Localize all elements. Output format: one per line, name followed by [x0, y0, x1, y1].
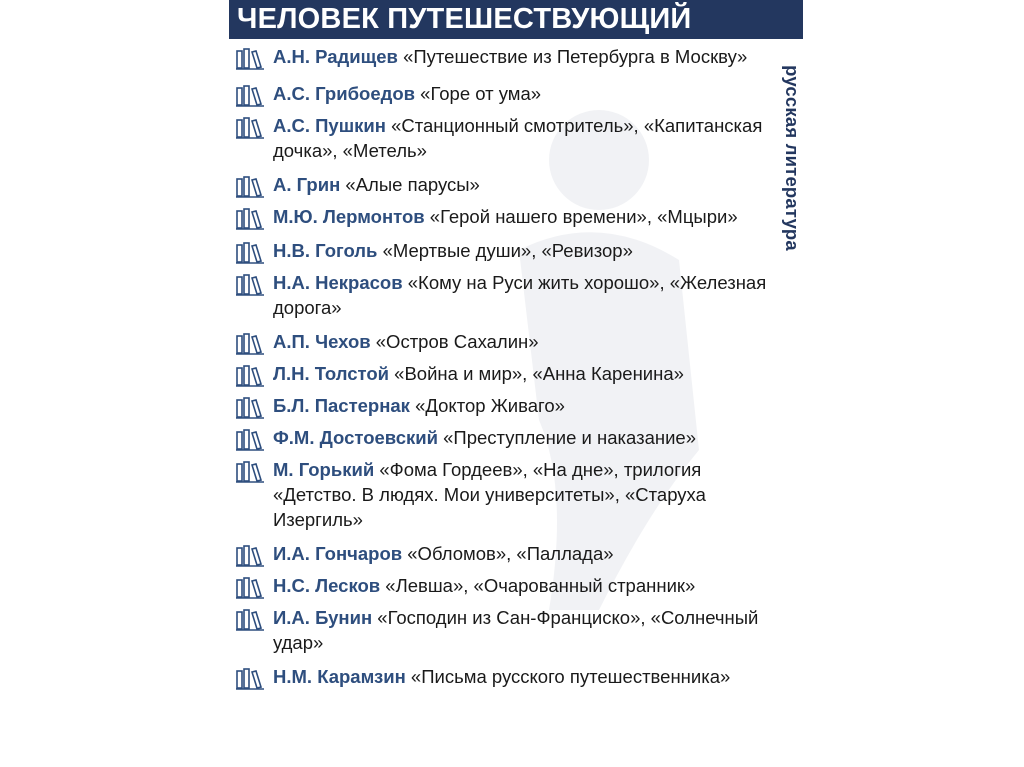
works-text: «Кому на Руси жить хорошо», «Железная дорога» — [273, 272, 767, 318]
author-name: Ф.М. Достоевский — [273, 427, 438, 448]
list-item — [229, 172, 777, 197]
list-item — [229, 541, 777, 566]
list-item — [229, 605, 777, 655]
works-text: «Левша», «Очарованный странник» — [385, 575, 696, 596]
works-text: «Письма русского путешественника» — [410, 666, 731, 687]
books-icon — [235, 545, 265, 567]
books-icon — [235, 429, 265, 451]
works-text: «Фома Гордеев», «На дне», трилогия «Детство. В людях. Мои университеты», «Старуха Изергиль» — [273, 459, 706, 530]
author-name: Л.Н. Толстой — [273, 363, 390, 384]
side-label-text: русская литература — [782, 65, 803, 251]
author-name: А.Н. Радищев — [273, 46, 398, 67]
works-text: «Горе от ума» — [420, 83, 542, 104]
works-text: «Мертвые души», «Ревизор» — [382, 240, 633, 261]
list-item — [229, 664, 777, 689]
list-item — [229, 44, 777, 69]
books-icon — [235, 85, 265, 107]
books-icon — [235, 365, 265, 387]
author-name: А. Грин — [273, 174, 341, 195]
works-text: «Война и мир», «Анна Каренина» — [394, 363, 684, 384]
list-item — [229, 270, 777, 320]
works-text: «Алые парусы» — [345, 174, 480, 195]
author-name: А.С. Пушкин — [273, 115, 386, 136]
list-item — [229, 393, 777, 418]
books-icon — [235, 668, 265, 690]
works-text: «Герой нашего времени», «Мцыри» — [429, 206, 738, 227]
author-name: И.А. Гончаров — [273, 543, 403, 564]
list-item — [229, 81, 777, 106]
books-icon — [235, 461, 265, 483]
author-name: Н.М. Карамзин — [273, 666, 406, 687]
list-item — [229, 113, 777, 163]
list-item — [229, 361, 777, 386]
books-icon — [235, 208, 265, 230]
author-name: М. Горький — [273, 459, 375, 480]
author-name: А.С. Грибоедов — [273, 83, 416, 104]
works-text: «Станционный смотритель», «Капитанская дочка», «Метель» — [273, 115, 763, 161]
author-name: Б.Л. Пастернак — [273, 395, 410, 416]
author-name: Н.А. Некрасов — [273, 272, 403, 293]
works-text: «Путешествие из Петербурга в Москву» — [403, 46, 748, 67]
books-icon — [235, 333, 265, 355]
works-text: «Доктор Живаго» — [415, 395, 565, 416]
works-text: «Остров Сахалин» — [375, 331, 539, 352]
books-icon — [235, 48, 265, 70]
author-name: М.Ю. Лермонтов — [273, 206, 425, 227]
list-item — [229, 457, 777, 532]
works-text: «Преступление и наказание» — [443, 427, 697, 448]
works-text: «Господин из Сан-Франциско», «Солнечный удар» — [273, 607, 759, 653]
books-icon — [235, 242, 265, 264]
author-name: И.А. Бунин — [273, 607, 373, 628]
slide — [229, 0, 803, 767]
books-icon — [235, 176, 265, 198]
books-icon — [235, 609, 265, 631]
list-item — [229, 329, 777, 354]
books-icon — [235, 397, 265, 419]
books-icon — [235, 577, 265, 599]
books-icon — [235, 117, 265, 139]
side-label — [781, 40, 803, 276]
list-item — [229, 425, 777, 450]
author-name: А.П. Чехов — [273, 331, 371, 352]
author-name: Н.С. Лесков — [273, 575, 381, 596]
list-item — [229, 573, 777, 598]
page-title: ЧЕЛОВЕК ПУТЕШЕСТВУЮЩИЙ — [229, 0, 803, 39]
list-item — [229, 204, 777, 229]
works-text: «Обломов», «Паллада» — [407, 543, 614, 564]
books-icon — [235, 274, 265, 296]
author-name: Н.В. Гоголь — [273, 240, 378, 261]
author-list — [229, 44, 777, 689]
list-item — [229, 238, 777, 263]
